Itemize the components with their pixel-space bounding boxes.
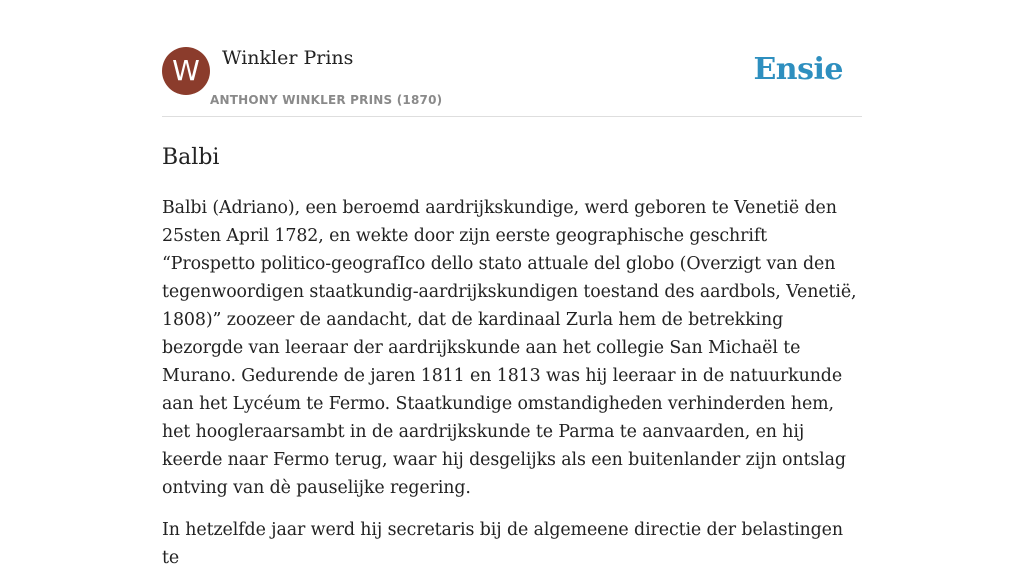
article-paragraph: In hetzelfde jaar werd hij secretaris bij de algemeene directie der belastingen te xyxy=(162,520,843,568)
author-avatar[interactable]: W xyxy=(162,47,210,95)
header xyxy=(162,0,862,117)
article-title: Balbi xyxy=(162,145,220,170)
ensie-logo[interactable]: Ensie xyxy=(753,52,843,87)
article-body xyxy=(162,194,862,572)
page-container xyxy=(162,0,862,586)
article-paragraph: Balbi (Adriano), een beroemd aardrijkskundige, werd geboren te Venetië den 25sten April 1782, en wekte door zijn eerste geographische geschrift “Prospetto politico-geografIco dello stato attuale del globo (Overzigt van den tegenwoordigen staatkundig-aardrijkskundigen toestand des aardbols, Venetië, 1808)” zoozeer de aandacht, dat de kardinaal Zurla hem de betrekking bezorgde van leeraar der aardrijkskunde aan het collegie San Michaël te Murano. Gedurende de jaren 1811 en 1813 was hij leeraar in de natuurkunde aan het Lycéum te Fermo. Staatkundige omstandigheden verhinderden hem, het hoogleraarsambt in de aardrijkskunde te Parma te aanvaarden, en hij keerde naar Fermo terug, waar hij desgelijks als een buitenlander zijn ontslag ontving van dè pauselijke regering. xyxy=(162,198,857,498)
source-label: ANTHONY WINKLER PRINS (1870) xyxy=(210,93,443,107)
author-name-link[interactable]: Winkler Prins xyxy=(222,47,354,69)
